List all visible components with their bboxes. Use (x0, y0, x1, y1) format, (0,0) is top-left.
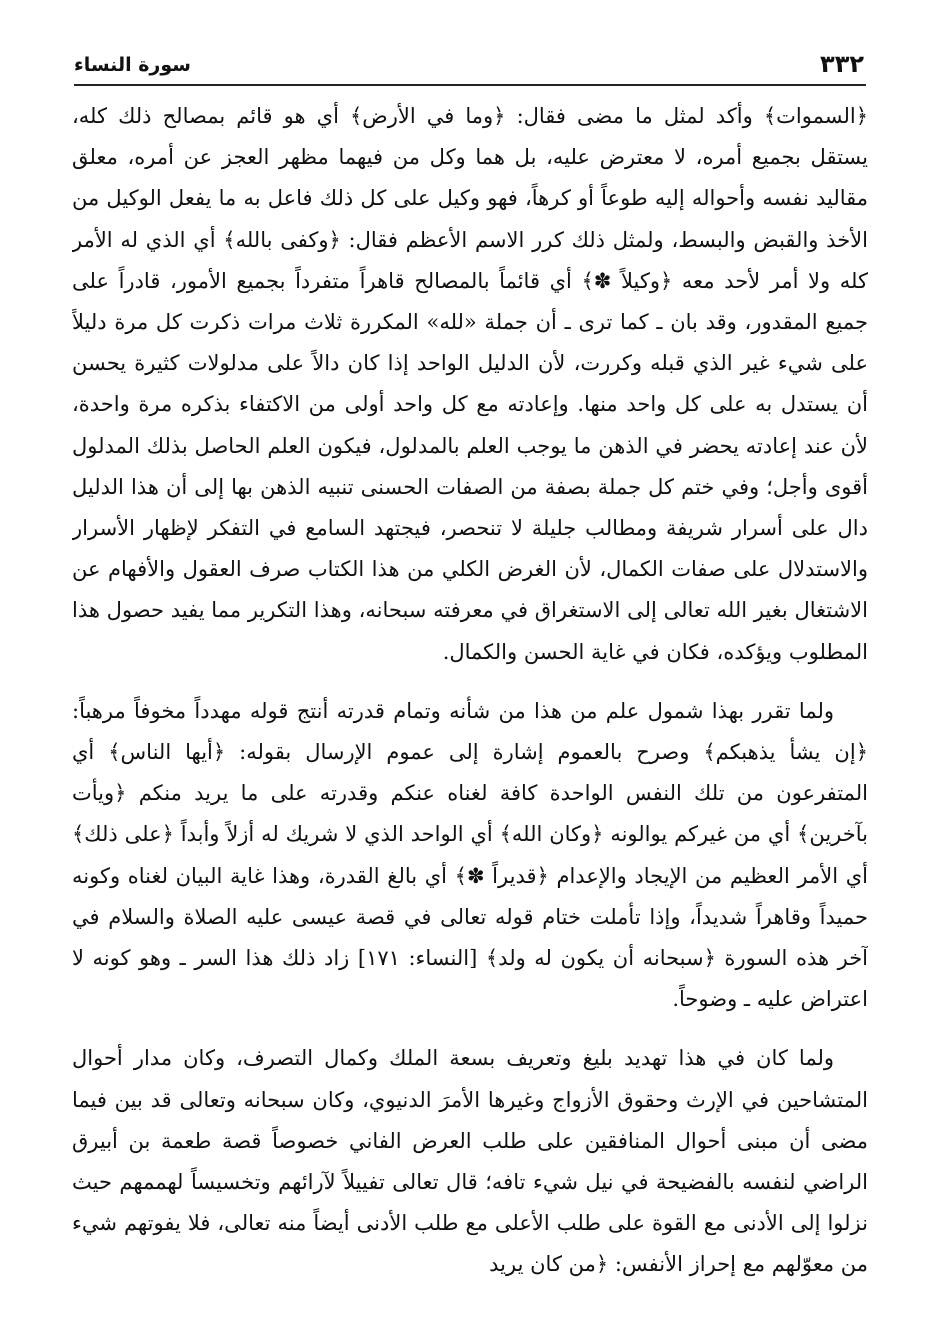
page-body (72, 96, 868, 1306)
paragraph-1: ﴿السموات﴾ وأكد لمثل ما مضى فقال: ﴿وما في الأرض﴾ أي هو قائم بمصالح ذلك كله، يستقل بجميع أمره، لا معترض عليه، بل هما وكل من فيهما مظهر العجز عن أمره، معلق مقاليد نفسه وأحواله إليه طوعاً أو كرهاً، فهو وكيل على كل ذلك فاعل به ما يفعل الوكيل من الأخذ والقبض والبسط، ولمثل ذلك كرر الاسم الأعظم فقال: ﴿وكفى بالله﴾ أي الذي له الأمر كله ولا أمر لأحد معه ﴿وكيلاً ✽﴾ أي قائماً بالمصالح قاهراً متفرداً بجميع الأمور، قادراً على جميع المقدور، وقد بان ـ كما ترى ـ أن جملة «لله» المكررة ثلاث مرات ذكرت كل مرة دليلاً على شيء غير الذي قبله وكررت، لأن الدليل الواحد إذا كان دالاً على مدلولات كثيرة يحسن أن يستدل به على كل واحد منها. وإعادته مع كل واحد أولى من الاكتفاء بذكره مرة واحدة، لأن عند إعادته يحضر في الذهن ما يوجب العلم بالمدلول، فيكون العلم الحاصل بذلك المدلول أقوى وأجل؛ وفي ختم كل جملة بصفة من الصفات الحسنى تنبيه الذهن بها إلى أن هذا الدليل دال على أسرار شريفة ومطالب جليلة لا تنحصر، فيجتهد السامع في التفكر لإظهار الأسرار والاستدلال على صفات الكمال، لأن الغرض الكلي من هذا الكتاب صرف العقول والأفهام عن الاشتغال بغير الله تعالى إلى الاستغراق في معرفته سبحانه، وهذا التكرير مما يفيد حصول هذا المطلوب ويؤكده، فكان في غاية الحسن والكمال. (72, 104, 868, 664)
paragraph-3: ولما كان في هذا تهديد بليغ وتعريف بسعة الملك وكمال التصرف، وكان مدار أحوال المتشاحين في الإرث وحقوق الأزواج وغيرها الأمرَ الدنيوي، وكان سبحانه وتعالى قد بين فيما مضى أن مبنى أحوال المنافقين على طلب العرض الفاني خصوصاً قصة طعمة بن أبيرق الراضي لنفسه بالفضيحة في نيل شيء تافه؛ قال تعالى تفييلاً لآرائهم وتخسيساً لهممهم حيث نزلوا إلى الأدنى مع القوة على طلب الأعلى مع طلب الأدنى أيضاً منه تعالى، فلا يفوتهم شيء من معوّلهم مع إحراز الأنفس: ﴿من كان يريد (72, 1046, 868, 1277)
page-number: ٣٣٢ (820, 50, 864, 78)
surah-title: سورة النساء (74, 54, 191, 76)
page-header (74, 40, 864, 80)
paragraph-2: ولما تقرر بهذا شمول علم من هذا من شأنه وتمام قدرته أنتج قوله مهدداً مخوفاً مرهباً: ﴿إن يشأ يذهبكم﴾ وصرح بالعموم إشارة إلى عموم الإرسال بقوله: ﴿أيها الناس﴾ أي المتفرعون من تلك النفس الواحدة كافة لغناه عنكم وقدرته على ما يريد منكم ﴿ويأت بآخرين﴾ أي من غيركم يوالونه ﴿وكان الله﴾ أي الواحد الذي لا شريك له أزلاً وأبداً ﴿على ذلك﴾ أي الأمر العظيم من الإيجاد والإعدام ﴿قديراً ✽﴾ أي بالغ القدرة، وهذا غاية البيان لغناه وكونه حميداً وقاهراً شديداً، وإذا تأملت ختام قوله تعالى في قصة عيسى عليه الصلاة والسلام في آخر هذه السورة ﴿سبحانه أن يكون له ولد﴾ [النساء: ١٧١] زاد ذلك هذا السر ـ وهو كونه لا اعتراض عليه ـ وضوحاً. (72, 698, 868, 1012)
header-divider (74, 84, 866, 86)
